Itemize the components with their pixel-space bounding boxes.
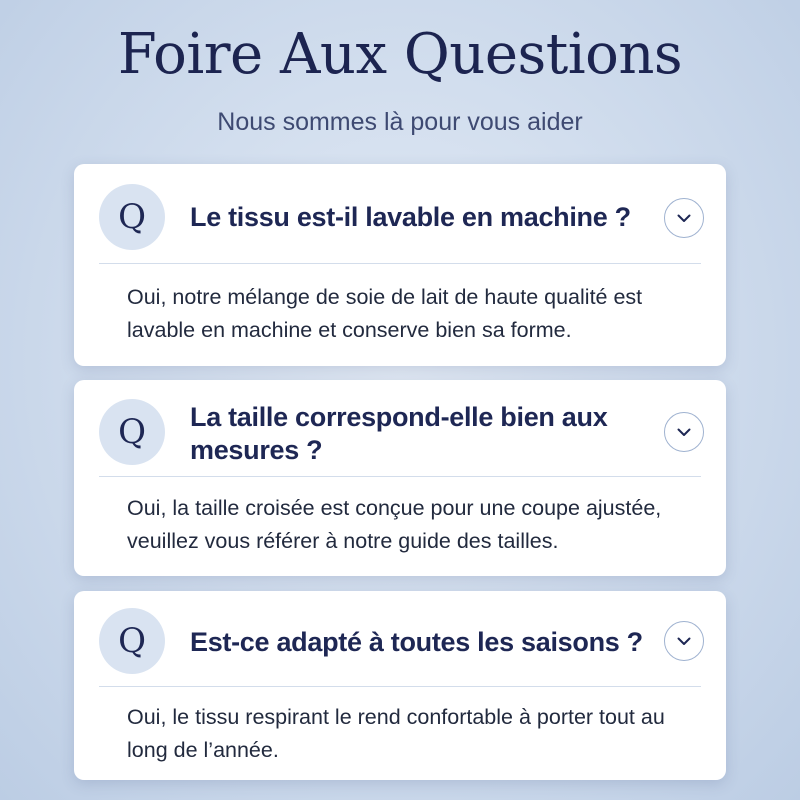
- faq-item-seasons: [74, 591, 726, 780]
- page-title: Foire Aux Questions: [117, 22, 683, 87]
- faq-answer: Oui, notre mélange de soie de lait de haute qualité est lavable en machine et conserve bien sa forme.: [127, 285, 643, 342]
- faq-question[interactable]: La taille correspond-elle bien aux mesures ?: [190, 402, 608, 465]
- faq-answer: Oui, la taille croisée est conçue pour une coupe ajustée, veuillez vous référer à notre guide des tailles.: [127, 496, 662, 553]
- faq-question[interactable]: Est-ce adapté à toutes les saisons ?: [190, 627, 643, 657]
- faq-item-washable: [74, 164, 726, 366]
- q-badge: Q: [99, 608, 165, 674]
- chevron-down-icon: [677, 428, 691, 437]
- chevron-down-icon: [677, 637, 691, 646]
- faq-toggle-button[interactable]: [664, 621, 704, 661]
- faq-question[interactable]: Le tissu est-il lavable en machine ?: [190, 202, 631, 232]
- page-subtitle: Nous sommes là pour vous aider: [217, 108, 583, 136]
- faq-item-sizing: [74, 380, 726, 576]
- q-badge: Q: [99, 399, 165, 465]
- faq-toggle-button[interactable]: [664, 198, 704, 238]
- divider: [99, 476, 701, 477]
- q-badge: Q: [99, 184, 165, 250]
- faq-toggle-button[interactable]: [664, 412, 704, 452]
- divider: [99, 263, 701, 264]
- chevron-down-icon: [677, 214, 691, 223]
- faq-answer: Oui, le tissu respirant le rend confortable à porter tout au long de l’année.: [127, 705, 665, 762]
- divider: [99, 686, 701, 687]
